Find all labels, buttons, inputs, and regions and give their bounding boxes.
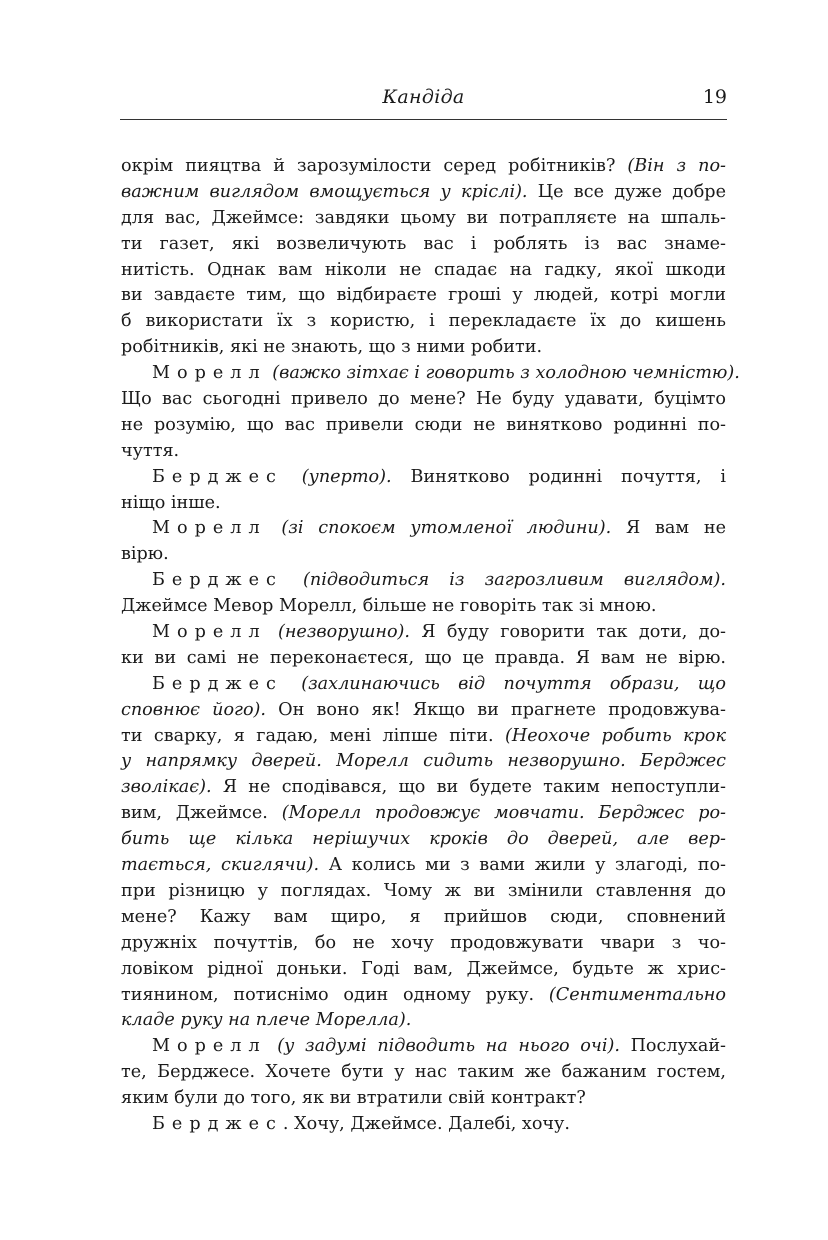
speaker-name: Берджес [152, 673, 283, 694]
speaker-name: Морелл [152, 622, 267, 643]
text-line: Джеймсе Мевор Морелл, більше не говоріть так зі мною. [121, 596, 657, 617]
running-title: Кандіда [382, 86, 465, 108]
text-line: ти газет, які возвеличують вас і роблять із вас знаме- [121, 233, 726, 254]
text-line: тиянином, потиснімо один одному руку. (Сентиментально [121, 984, 726, 1005]
text-line: Морелл (зі спокоєм утомленої людини). Я вам не [152, 518, 726, 539]
text-line: ви завдаєте тим, що відбираєте гроші у людей, котрі могли [121, 285, 726, 306]
text-line: зволікає). Я не сподівався, що ви будете таким непоступли- [121, 777, 726, 798]
speaker-name: Морелл [152, 518, 267, 539]
text-line: для вас, Джеймсе: завдяки цьому ви потрапляєте на шпаль- [121, 207, 726, 228]
speaker-name: Берджес [152, 1113, 283, 1134]
text-line: чуття. [121, 440, 180, 461]
speaker-name: Берджес [152, 570, 283, 591]
text-line: не розумію, що вас привели сюди не винятково родинні по- [121, 414, 726, 435]
text-line: ти сварку, я гадаю, мені ліпше піти. (Неохоче робить крок [121, 725, 727, 746]
speaker-name: Морелл [152, 363, 267, 384]
text-line: бить ще кілька нерішучих кроків до дверей, але вер- [121, 829, 726, 850]
header-rule [120, 119, 727, 120]
text-line: окрім пияцтва й зарозумілости серед робітників? (Він з по- [121, 156, 726, 176]
text-line: важним виглядом вмощується у кріслі). Це все дуже добре [121, 181, 726, 202]
text-line: мене? Кажу вам щиро, я прийшов сюди, сповнений [121, 906, 726, 927]
text-line: дружніх почуттів, бо не хочу продовжувати чвари з чо- [121, 932, 726, 953]
text-line: тається, скиглячи). А колись ми з вами жили у злагоді, по- [121, 855, 726, 876]
text-line: кладе руку на плече Морелла). [121, 1010, 412, 1031]
text-line: Морелл (незворушно). Я буду говорити так доти, до- [152, 622, 727, 643]
text-line: ніщо інше. [121, 492, 221, 513]
text-line: ки ви самі не переконаєтеся, що це правда. Я вам не вірю. [121, 647, 726, 668]
text-line: вірю. [121, 544, 169, 565]
text-line: Берджес (захлинаючись від почуття образи, що [152, 673, 727, 694]
text-line: те, Берджесе. Хочете бути у нас таким же бажаним гостем, [121, 1062, 726, 1083]
text-line: яким були до того, як ви втратили свій контракт? [121, 1088, 586, 1109]
text-line: Берджес. Хочу, Джеймсе. Далебі, хочу. [152, 1113, 571, 1134]
text-line: Берджес (уперто). Винятково родинні почуття, і [152, 466, 726, 487]
text-line: Морелл (важко зітхає і говорить з холодною чемністю). [152, 363, 740, 384]
body-text [121, 154, 740, 1138]
text-line: Що вас сьогодні привело до мене? Не буду удавати, буцімто [121, 389, 726, 410]
text-line: Берджес (підводиться із загрозливим виглядом). [152, 570, 726, 591]
speaker-name: Берджес [152, 466, 283, 487]
page-number: 19 [702, 86, 727, 108]
page-header [120, 86, 727, 112]
text-line: при різницю у поглядах. Чому ж ви змінили ставлення до [121, 880, 726, 901]
text-line: ловіком рідної доньки. Годі вам, Джеймсе, будьте ж хрис- [121, 958, 726, 979]
text-line: б використати їх з користю, і перекладаєте їх до кишень [121, 311, 726, 332]
text-line: Морелл (у задумі підводить на нього очі). Послухай- [152, 1036, 726, 1057]
text-line: нитість. Однак вам ніколи не спадає на гадку, якої шкоди [121, 259, 726, 280]
text-line: вим, Джеймсе. (Морелл продовжує мовчати. Берджес ро- [121, 803, 726, 824]
speaker-name: Морелл [152, 1036, 267, 1057]
text-line: у напрямку дверей. Морелл сидить незворушно. Берджес [121, 751, 726, 772]
text-line: сповнює його). Он воно як! Якщо ви прагнете продовжува- [121, 699, 726, 720]
text-line: робітників, які не знають, що з ними робити. [121, 337, 543, 358]
